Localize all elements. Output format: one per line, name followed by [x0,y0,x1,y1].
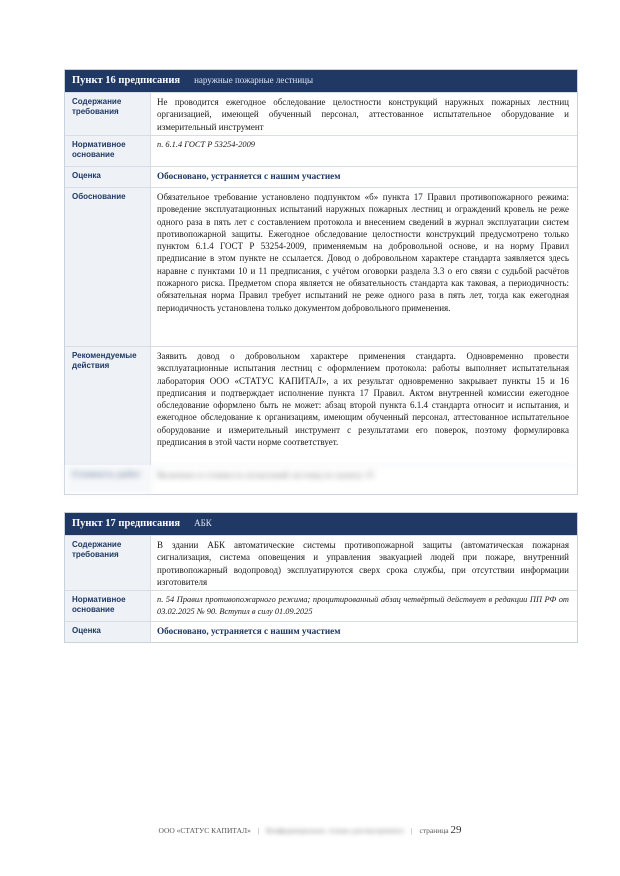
row-value: п. 6.1.4 ГОСТ Р 53254-2009 [157,140,255,149]
row-value: п. 54 Правил противопожарного режима; процитированный абзац четвёртый действует в редакции ПП РФ от 03.02.2025 № 90. Вступил в силу 01.09.2025 [157,595,569,617]
table-row [65,346,577,465]
block-subject: АБК [194,518,212,528]
table-row [65,135,577,166]
row-value: Обосновано, устраняется с нашим участием [157,171,341,181]
row-label: Нормативное основание [65,136,151,166]
row-label: Содержание требования [65,536,151,590]
row-label: Содержание требования [65,93,151,135]
row-value: В здании АБК автоматические системы противопожарной защиты (автоматическая пожарная сигнализация, система оповещения и управления эвакуацией людей при пожаре, внутренний противопожарный водопровод) эксплуатируются сверх срока службы, при отсутствии информации изготовителя [157,540,569,587]
table-row [65,621,577,642]
page-footer [0,824,620,836]
footer-separator: | [257,826,260,835]
block-header [65,513,577,535]
row-label: Нормативное основание [65,591,151,621]
section-block-17 [64,512,578,643]
row-value: Не проводится ежегодное обследование целостности конструкций наружных пожарных лестниц организацией, имеющей обученный персонал, аттестованное испытательное оборудование и измерительный инструмент [157,97,569,132]
row-label: Оценка [65,167,151,187]
table-row [65,535,577,590]
row-label: Рекомендуемые действия [65,347,151,465]
row-value: Включено в стоимость испытаний лестниц по пункту 15 [157,470,374,480]
block-title: Пункт 16 предписания [72,74,181,86]
footer-company: ООО «СТАТУС КАПИТАЛ» [158,826,251,835]
page-number: 29 [450,824,462,836]
block-subject: наружные пожарные лестницы [194,75,314,85]
row-value: Обосновано, устраняется с нашим участием [157,626,341,636]
row-value: Обязательное требование установлено подпунктом «б» пункта 17 Правил противопожарного режима: проведение эксплуатационных испытаний наружных пожарных лестниц и ограждений кровель не реже одного раза в пять лет с составлением протокола и внесением сведений в журнал эксплуатации систем противопожарной защиты. Ежегодное обследование целостности конструкций предусмотрено только пунктом 6.1.4 ГОСТ Р 53254-2009, применяемым на добровольной основе, и на норму Правил предписание в этом пункте не ссылается. Довод о добровольном характере стандарта заявляется здесь наравне с пунктами 10 и 11 предписания, с учётом оговорки раздела 3.3 о его связи с судьбой расчётов пожарного риска. Предметом спора является не обязательность стандарта как таковая, а периодичность: обязательная норма Правил требует испытаний не реже одного раза в пять лет, тогда как ежегодная периодичность установлена только документом добровольного применения. [157,192,569,313]
section-block-16 [64,69,578,495]
row-label: Обоснование [65,188,151,346]
table-row [65,92,577,135]
table-row-blurred [65,465,577,494]
footer-separator: | [411,826,413,835]
table-row [65,187,577,346]
footer-confidential: Конфиденциально, только для внутреннего [266,826,405,835]
block-header [65,70,577,92]
row-label: Стоимость работ [65,466,151,494]
row-label: Оценка [65,622,151,642]
block-title: Пункт 17 предписания [72,517,181,529]
table-row [65,590,577,621]
row-value: Заявить довод о добровольном характере применения стандарта. Одновременно провести эксплуатационные испытания лестниц с оформлением протокола: работы выполняет испытательная лаборатория ООО «СТАТУС КАПИТАЛ», а их результат одновременно закрывает пункты 15 и 16 предписания и подтверждает исполнение пункта 17 Правил. Актом внутренней комиссии ежегодное обследование оформлено быть не может: абзац второй пункта 6.1.4 стандарта относит и испытания, и ежегодное обследование к организациям, имеющим обученный персонал, аттестованное испытательное оборудование и измерительный инструмент с результатами его поверок, поэтому формулировка предписания в этой части норме соответствует. [157,351,569,448]
footer-page-label: страница [419,826,449,835]
table-row [65,166,577,187]
